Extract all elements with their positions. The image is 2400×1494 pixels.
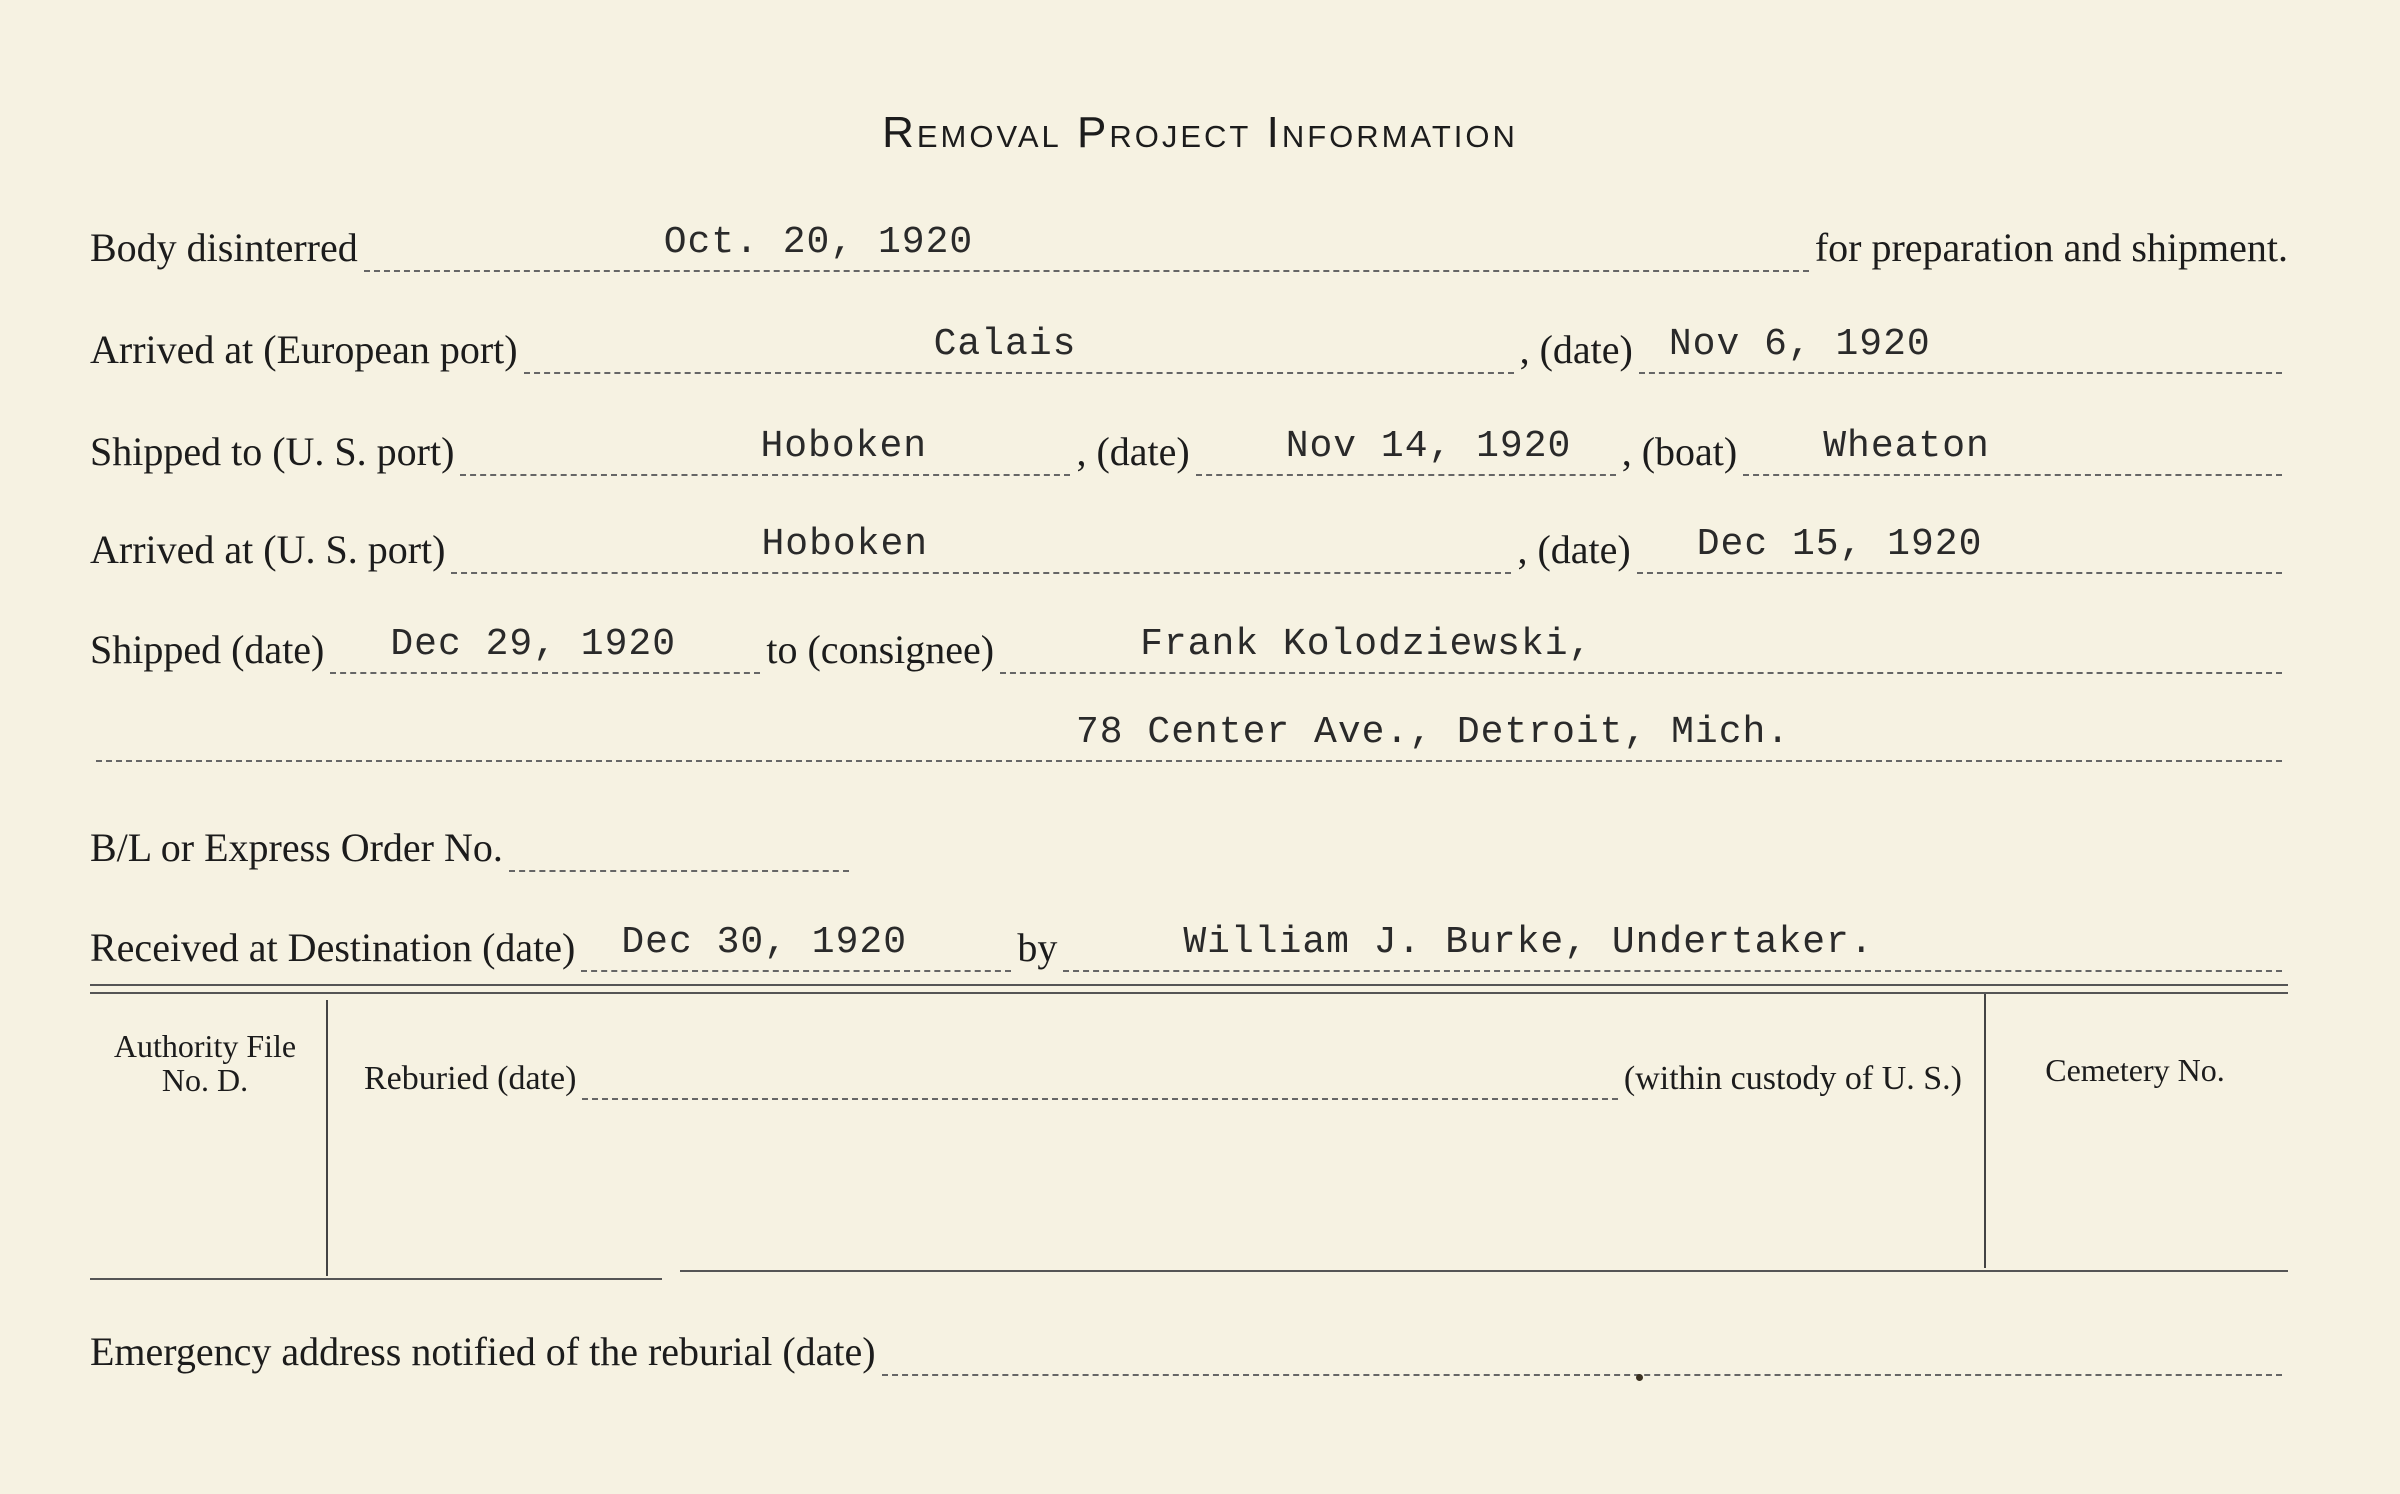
arrived-us-port-value: Hoboken <box>761 523 929 566</box>
boat-value: Wheaton <box>1823 425 1990 468</box>
arrived-european-label: Arrived at (European port) <box>90 327 518 372</box>
row-bl-order <box>90 812 2288 872</box>
shipped-us-port-field[interactable] <box>460 414 1070 476</box>
row-arrived-us-port <box>90 514 2288 574</box>
box-bottom-rule-left <box>90 1278 662 1280</box>
box-divider-right <box>1984 994 1986 1268</box>
box-top-rule <box>90 984 2288 986</box>
disinterred-date-value: Oct. 20, 1920 <box>663 221 974 264</box>
boat-label: , (boat) <box>1621 429 1738 474</box>
shipped-us-date-label: , (date) <box>1076 429 1190 474</box>
shipped-us-port-value: Hoboken <box>760 425 928 468</box>
preparation-shipment-label: for preparation and shipment. <box>1814 225 2288 270</box>
emergency-date-field[interactable] <box>882 1314 2282 1376</box>
cemetery-no-label: Cemetery No. <box>2045 1052 2225 1088</box>
ink-spot <box>1636 1374 1643 1381</box>
row-reburied <box>364 1060 1962 1100</box>
shipped-us-date-value: Nov 14, 1920 <box>1285 425 1572 468</box>
row-consignee-address <box>90 702 2288 762</box>
row-received-destination <box>90 912 2288 972</box>
consignee-address-field[interactable] <box>96 700 2282 762</box>
bl-order-field[interactable] <box>509 810 849 872</box>
row-body-disinterred <box>90 212 2288 272</box>
emergency-address-label: Emergency address notified of the reburial (date) <box>90 1329 876 1374</box>
box-divider-left <box>326 1000 328 1276</box>
received-date-value: Dec 30, 1920 <box>621 921 908 964</box>
european-port-value: Calais <box>933 323 1077 366</box>
arrived-us-date-field[interactable] <box>1637 512 2282 574</box>
arrived-us-port-label: Arrived at (U. S. port) <box>90 527 446 572</box>
consignee-value: Frank Kolodziewski, <box>1140 623 1593 666</box>
reburied-label: Reburied (date) <box>364 1060 577 1097</box>
received-by-field[interactable] <box>1063 910 2282 972</box>
row-emergency-address <box>90 1316 2288 1376</box>
received-by-value: William J. Burke, Undertaker. <box>1183 921 1874 964</box>
shipped-us-date-field[interactable] <box>1196 414 1616 476</box>
received-date-field[interactable] <box>581 910 1011 972</box>
consignee-label: to (consignee) <box>766 627 995 672</box>
arrived-european-date-label: , (date) <box>1519 327 1633 372</box>
consignee-field[interactable] <box>1000 612 2282 674</box>
authority-file-label: Authority File No. D. <box>113 1028 297 1098</box>
reburied-date-field[interactable] <box>582 1058 1618 1100</box>
box-bottom-rule-right <box>680 1270 2288 1272</box>
row-shipped-date <box>90 614 2288 674</box>
body-disinterred-label: Body disinterred <box>90 225 358 270</box>
arrived-us-date-value: Dec 15, 1920 <box>1696 523 1983 566</box>
custody-label: (within custody of U. S.) <box>1623 1060 1962 1097</box>
arrived-european-date-field[interactable] <box>1639 312 2282 374</box>
disinterred-date-field[interactable] <box>364 210 1809 272</box>
shipped-us-port-label: Shipped to (U. S. port) <box>90 429 455 474</box>
boat-field[interactable] <box>1743 414 2282 476</box>
shipped-date-label: Shipped (date) <box>90 627 325 672</box>
card-title: Removal Project Information <box>882 108 1518 157</box>
european-port-field[interactable] <box>524 312 1514 374</box>
bl-order-label: B/L or Express Order No. <box>90 825 503 870</box>
shipped-date-field[interactable] <box>330 612 760 674</box>
received-destination-label: Received at Destination (date) <box>90 925 576 970</box>
arrived-european-date-value: Nov 6, 1920 <box>1668 323 1931 366</box>
consignee-address-value: 78 Center Ave., Detroit, Mich. <box>1076 711 1791 754</box>
box-top-rule-double <box>90 992 2288 994</box>
shipped-date-value: Dec 29, 1920 <box>390 623 677 666</box>
arrived-us-date-label: , (date) <box>1517 527 1631 572</box>
row-arrived-european <box>90 314 2288 374</box>
row-shipped-us-port <box>90 416 2288 476</box>
received-by-label: by <box>1017 925 1058 970</box>
arrived-us-port-field[interactable] <box>451 512 1511 574</box>
